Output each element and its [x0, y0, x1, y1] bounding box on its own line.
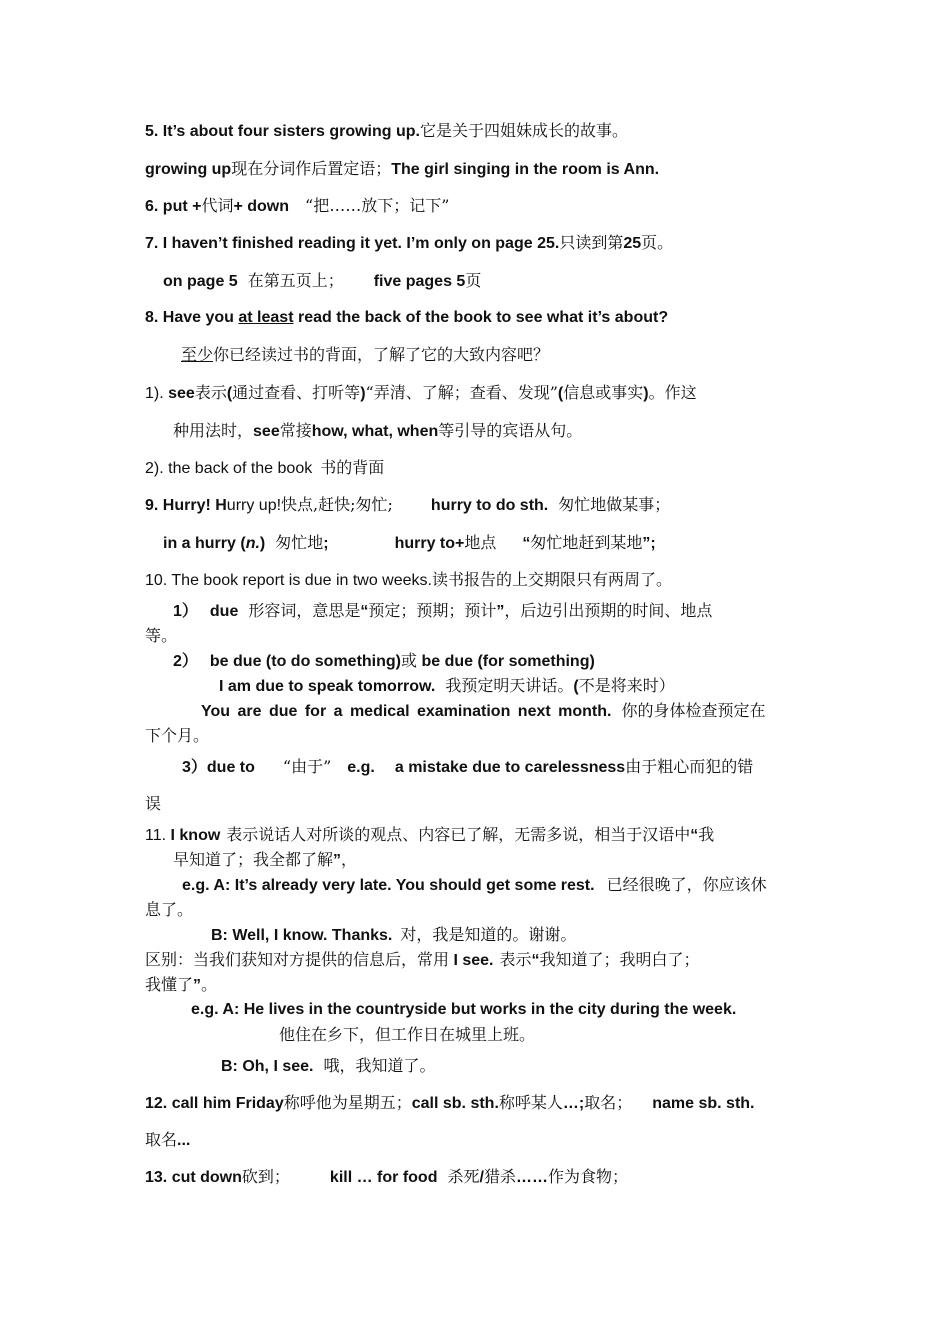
text: e.g. A: He lives in the countryside but works in the city during the week.	[191, 1001, 737, 1018]
text: 1）	[173, 603, 198, 620]
text: 早知道了；我全都了解	[173, 850, 334, 869]
text: 等。	[145, 626, 178, 645]
text: 表示说话人对所谈的观点、内容已了解，无需多说，相当于汉语中	[226, 825, 691, 844]
text: be due (to do something)	[209, 653, 401, 670]
text: 2). the back of the book	[145, 460, 313, 477]
text: n.	[245, 535, 260, 552]
text: 它是关于四姐妹成长的故事。	[419, 121, 628, 140]
item-9	[145, 494, 670, 517]
item-8-note-2	[145, 457, 384, 480]
text: ”	[193, 977, 202, 994]
text: I am due to speak tomorrow.	[219, 678, 436, 695]
text: 称呼某人	[498, 1093, 563, 1112]
text: hurry to+	[394, 535, 465, 552]
text: be due (for something)	[417, 653, 595, 670]
text: 由于粗心而犯的错	[625, 757, 754, 776]
underlined-text: 至少	[181, 345, 214, 364]
text: 已经很晚了，你应该休	[606, 875, 767, 894]
text: 我知道了；我明白了；	[539, 950, 700, 969]
item-7	[145, 232, 673, 255]
text: 哦，我知道了。	[323, 1056, 436, 1075]
text: 快点,赶快;匆忙;	[281, 495, 393, 514]
text: hurry to do sth.	[430, 497, 549, 514]
text: 常接	[279, 421, 312, 440]
text: 杀死	[447, 1167, 480, 1186]
text: “	[531, 952, 540, 969]
item-10-example-1	[219, 675, 675, 698]
text: 现在分词作后置定语；	[231, 159, 392, 178]
text: 13. cut down	[145, 1169, 242, 1186]
text: 或	[401, 651, 418, 670]
text: 8. Have you	[145, 309, 239, 326]
text: read the back of the book to see what it’s about?	[293, 309, 669, 326]
text: see	[168, 385, 195, 402]
text: …;	[562, 1095, 585, 1112]
text: You are due for a medical examination next month.	[201, 703, 612, 720]
text: growing up	[145, 161, 232, 178]
item-10-note-2	[173, 650, 595, 673]
text: due	[209, 603, 239, 620]
text: 9. Hurry! H	[145, 497, 227, 514]
item-12-cont	[145, 1129, 190, 1152]
text: 取名	[145, 1130, 178, 1149]
item-10-example-2-cont	[145, 725, 209, 747]
text: 25	[623, 235, 642, 252]
text: 砍到；	[241, 1167, 290, 1186]
text: 地点	[464, 533, 497, 552]
item-8-translation	[181, 344, 549, 366]
text: 2）	[173, 653, 198, 670]
text: 页。	[641, 233, 674, 252]
item-10	[145, 569, 672, 592]
text: due to	[206, 759, 255, 776]
text: 称呼他为星期五；	[283, 1093, 412, 1112]
text: 等引导的宾语从句。	[438, 421, 583, 440]
text: kill … for food	[329, 1169, 438, 1186]
text: ;	[323, 535, 329, 552]
text: 。	[201, 975, 218, 994]
text: how, what, when	[311, 423, 439, 440]
text: 我懂了	[145, 975, 194, 994]
underlined-text: at least	[238, 309, 294, 326]
text: 表示	[194, 383, 227, 402]
text: “由于”	[282, 757, 332, 776]
text: 预定；预期；预计	[368, 601, 497, 620]
text: B: Oh, I see.	[221, 1058, 314, 1075]
text: 12. call him Friday	[145, 1095, 284, 1112]
text: call sb. sth.	[411, 1095, 499, 1112]
text: 5. It’s about four sisters growing up.	[145, 123, 420, 140]
text: ...	[177, 1132, 191, 1149]
text: 只读到第	[559, 233, 624, 252]
text: ……	[515, 1169, 548, 1186]
text: name sb. sth.	[652, 1095, 755, 1112]
text: urry up!	[226, 497, 282, 514]
item-9-note	[163, 532, 656, 555]
item-10-note-3	[182, 756, 753, 779]
text: 10. The book report is due in two weeks.	[145, 572, 432, 589]
item-10-example-2	[201, 700, 765, 723]
text: The girl singing in the room is Ann.	[391, 161, 660, 178]
text: 形容词，意思是	[248, 601, 361, 620]
item-11-example-2-a	[191, 999, 736, 1021]
item-11-example-a	[182, 874, 767, 897]
text: 代词	[201, 196, 234, 215]
text: on page 5	[163, 273, 238, 290]
text: B: Well, I know. Thanks.	[211, 927, 393, 944]
text: 误	[145, 794, 162, 813]
text: (	[573, 678, 579, 695]
item-12	[145, 1092, 755, 1115]
item-11-cont	[173, 849, 357, 872]
item-11-example-b	[211, 924, 576, 947]
text: 猎杀	[483, 1167, 516, 1186]
text: “	[522, 535, 531, 552]
text: five pages 5	[373, 273, 466, 290]
text: e.g. A: It’s already very late. You should get some rest.	[182, 877, 595, 894]
item-8	[145, 307, 668, 329]
text: 不是将来时）	[578, 676, 675, 695]
text: )	[360, 385, 366, 402]
item-11-example-2-b	[221, 1055, 435, 1078]
text: 通过查看、打听等	[232, 383, 361, 402]
text: 在第五页上；	[247, 271, 344, 290]
item-8-note-1-cont	[173, 420, 582, 443]
text: (	[557, 385, 564, 402]
item-7-note	[163, 270, 481, 293]
text: “弄清、了解；查看、发现”	[365, 383, 558, 402]
item-5-note	[145, 158, 659, 181]
item-11-distinction	[145, 949, 700, 972]
item-11-distinction-cont	[145, 974, 217, 997]
text: /	[479, 1169, 484, 1186]
text: 7. I haven’t finished reading it yet. I’m only on page 25.	[145, 235, 560, 252]
item-6	[145, 195, 449, 218]
text: 匆忙地赶到某地	[530, 533, 643, 552]
text: “	[360, 603, 369, 620]
text: ”	[333, 852, 342, 869]
text: a mistake due to carelessness	[394, 759, 626, 776]
text: 你已经读过书的背面，了解了它的大致内容吧？	[213, 345, 550, 364]
text: 匆忙地做某事；	[558, 495, 671, 514]
item-10-note-3-cont	[145, 793, 161, 815]
item-13	[145, 1166, 628, 1189]
item-5	[145, 120, 628, 143]
text: “	[690, 827, 699, 844]
text: 书的背面	[320, 458, 385, 477]
text: )	[259, 535, 266, 552]
text: 我预定明天讲话。	[445, 676, 574, 695]
text: 读书报告的上交期限只有两周了。	[431, 570, 672, 589]
text: 他住在乡下，但工作日在城里上班。	[279, 1025, 536, 1044]
item-8-note-1	[145, 382, 697, 405]
text: I see.	[449, 952, 494, 969]
text: “把……放下；记下”	[305, 196, 450, 215]
text: 对，我是知道的。谢谢。	[400, 925, 577, 944]
text: I know	[170, 827, 221, 844]
text: 种用法时，	[173, 421, 254, 440]
text: )	[643, 385, 649, 402]
text: 下个月。	[145, 726, 210, 745]
text: 11.	[145, 827, 171, 844]
text: e.g.	[347, 759, 375, 776]
text: see	[253, 423, 280, 440]
text: 页	[465, 271, 482, 290]
text: 我	[698, 825, 715, 844]
text: 息了。	[145, 900, 194, 919]
text: 你的身体检查预定在	[621, 701, 766, 720]
item-10-note-1-cont	[145, 625, 177, 647]
text: 匆忙地	[275, 533, 324, 552]
text: 。作这	[648, 383, 697, 402]
item-11-example-2-translation	[279, 1024, 535, 1046]
text: 1).	[145, 385, 169, 402]
text: ”	[496, 603, 505, 620]
text: 3）	[182, 759, 207, 776]
text: + down	[233, 198, 290, 215]
text: 区别：当我们获知对方提供的信息后，常用	[145, 950, 450, 969]
text: 信息或事实	[563, 383, 644, 402]
text: (	[226, 385, 233, 402]
text: 作为食物；	[547, 1167, 628, 1186]
text: 表示	[499, 950, 532, 969]
item-10-note-1	[173, 600, 712, 623]
text: ，后边引出预期的时间、地点	[504, 601, 713, 620]
text: 取名；	[584, 1093, 633, 1112]
text: ，	[341, 850, 358, 869]
item-11-example-a-cont	[145, 899, 193, 921]
text: 6. put +	[145, 198, 202, 215]
item-11	[145, 824, 714, 847]
text: in a hurry (	[163, 535, 246, 552]
text: ”;	[642, 535, 656, 552]
